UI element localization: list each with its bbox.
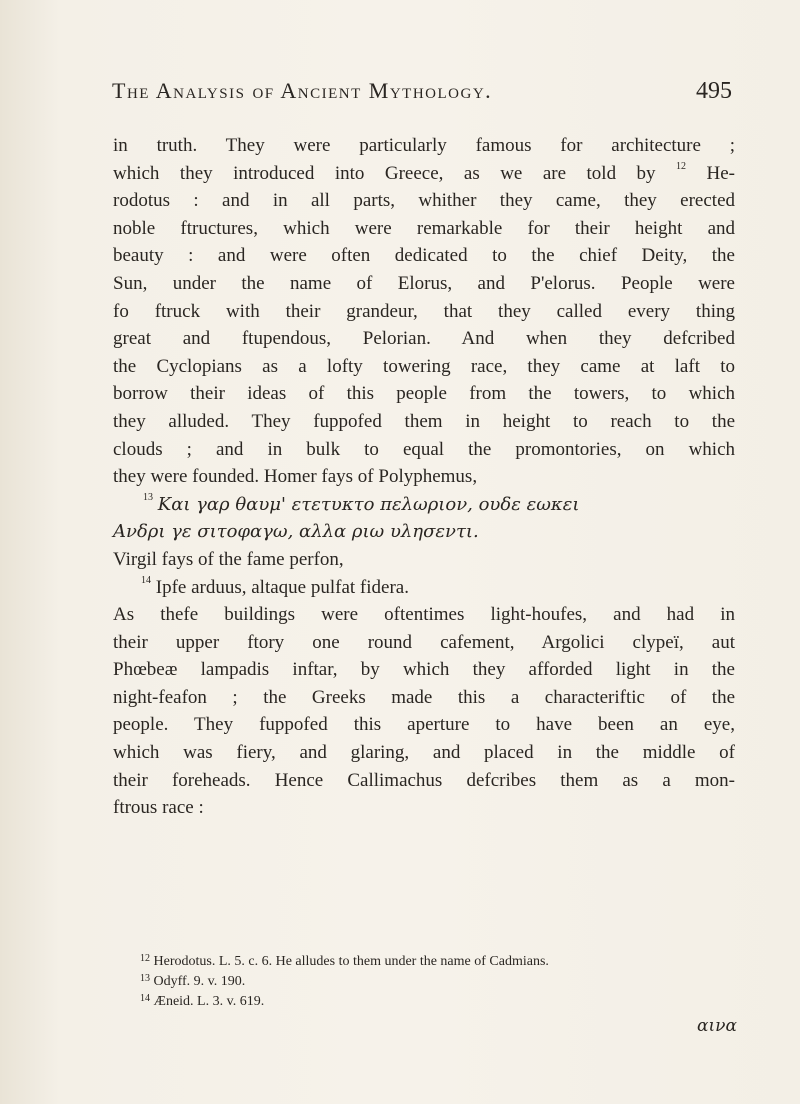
footnote-text: Odyff. 9. v. 190. bbox=[153, 974, 246, 989]
text-line: their foreheads. Hence Callimachus defcribes them as a mon- bbox=[113, 769, 735, 791]
text-line: As thefe buildings were oftentimes light-houfes, and had in bbox=[113, 604, 735, 626]
text-line: ftrous race : bbox=[113, 797, 204, 819]
text-line-part: which they introduced into Greece, as we are told by bbox=[113, 162, 656, 184]
text-line: they alluded. They fuppofed them in height to reach to the bbox=[113, 410, 735, 432]
text-line: the Cyclopians as a lofty towering race, they came at laft to bbox=[113, 355, 735, 377]
page-header bbox=[112, 72, 732, 112]
footnote-number: 12 bbox=[140, 953, 150, 964]
footnote-text: Æneid. L. 3. v. 619. bbox=[153, 994, 265, 1009]
text-line: rodotus : and in all parts, whither they came, they erected bbox=[113, 190, 735, 212]
greek-quote-line-2 bbox=[113, 518, 735, 546]
page-number: 495 bbox=[696, 78, 732, 104]
text-line: their upper ftory one round cafement, Argolici clypeï, aut bbox=[113, 631, 735, 653]
footnote bbox=[140, 952, 740, 972]
text-line: borrow their ideas of this people from the towers, to which bbox=[113, 383, 735, 405]
footnote-number: 14 bbox=[140, 993, 150, 1004]
text-line: Sun, under the name of Elorus, and P'elorus. People were bbox=[113, 272, 735, 294]
footnotes bbox=[140, 952, 740, 1012]
footnote-text: Herodotus. L. 5. c. 6. He alludes to them under the name of Cadmians. bbox=[153, 954, 549, 969]
text-line: clouds ; and in bulk to equal the promontories, on which bbox=[113, 438, 735, 460]
text-line: in truth. They were particularly famous for architecture ; bbox=[113, 135, 735, 156]
text-line: they were founded. Homer fays of Polyphemus, bbox=[113, 466, 478, 488]
latin-verse: Ipfe arduus, altaque pulfat fidera. bbox=[155, 576, 409, 598]
footnote-number: 13 bbox=[140, 973, 150, 984]
footnote bbox=[140, 992, 740, 1012]
greek-quote-line-1 bbox=[113, 491, 735, 519]
text-line: fo ftruck with their grandeur, that they called every thing bbox=[113, 300, 735, 322]
main-text bbox=[113, 132, 735, 822]
text-line: noble ftructures, which were remarkable for their height and bbox=[113, 217, 735, 239]
latin-quote bbox=[113, 574, 735, 602]
running-title: The Analysis of Ancient Mythology. bbox=[112, 78, 493, 103]
greek-verse: Ανδρι γε σιτοφαγω, αλλα ριω υλησεντι. bbox=[113, 521, 479, 543]
footnote-ref-14: 14 bbox=[141, 574, 151, 586]
text-line: Phœbeæ lampadis inftar, by which they afforded light in the bbox=[113, 659, 735, 681]
footnote-ref-12: 12 bbox=[676, 160, 687, 172]
text-line-with-note bbox=[113, 160, 735, 188]
virgil-intro: Virgil fays of the fame perfon, bbox=[113, 548, 344, 570]
text-line: great and ftupendous, Pelorian. And when they defcribed bbox=[113, 328, 735, 350]
text-line: night-feafon ; the Greeks made this a characteriftic of the bbox=[113, 686, 735, 708]
greek-verse: Και γαρ θαυμ' ετετυκτο πελωριον, ουδε εωκει bbox=[157, 493, 580, 515]
footnote-ref-13: 13 bbox=[143, 491, 153, 503]
text-line: which was fiery, and glaring, and placed in the middle of bbox=[113, 742, 735, 764]
text-line: people. They fuppofed this aperture to have been an eye, bbox=[113, 714, 735, 736]
text-line-part: He- bbox=[706, 162, 736, 184]
text-line: beauty : and were often dedicated to the chief Deity, the bbox=[113, 245, 735, 267]
catchword: αινα bbox=[697, 1016, 737, 1036]
footnote bbox=[140, 972, 740, 992]
